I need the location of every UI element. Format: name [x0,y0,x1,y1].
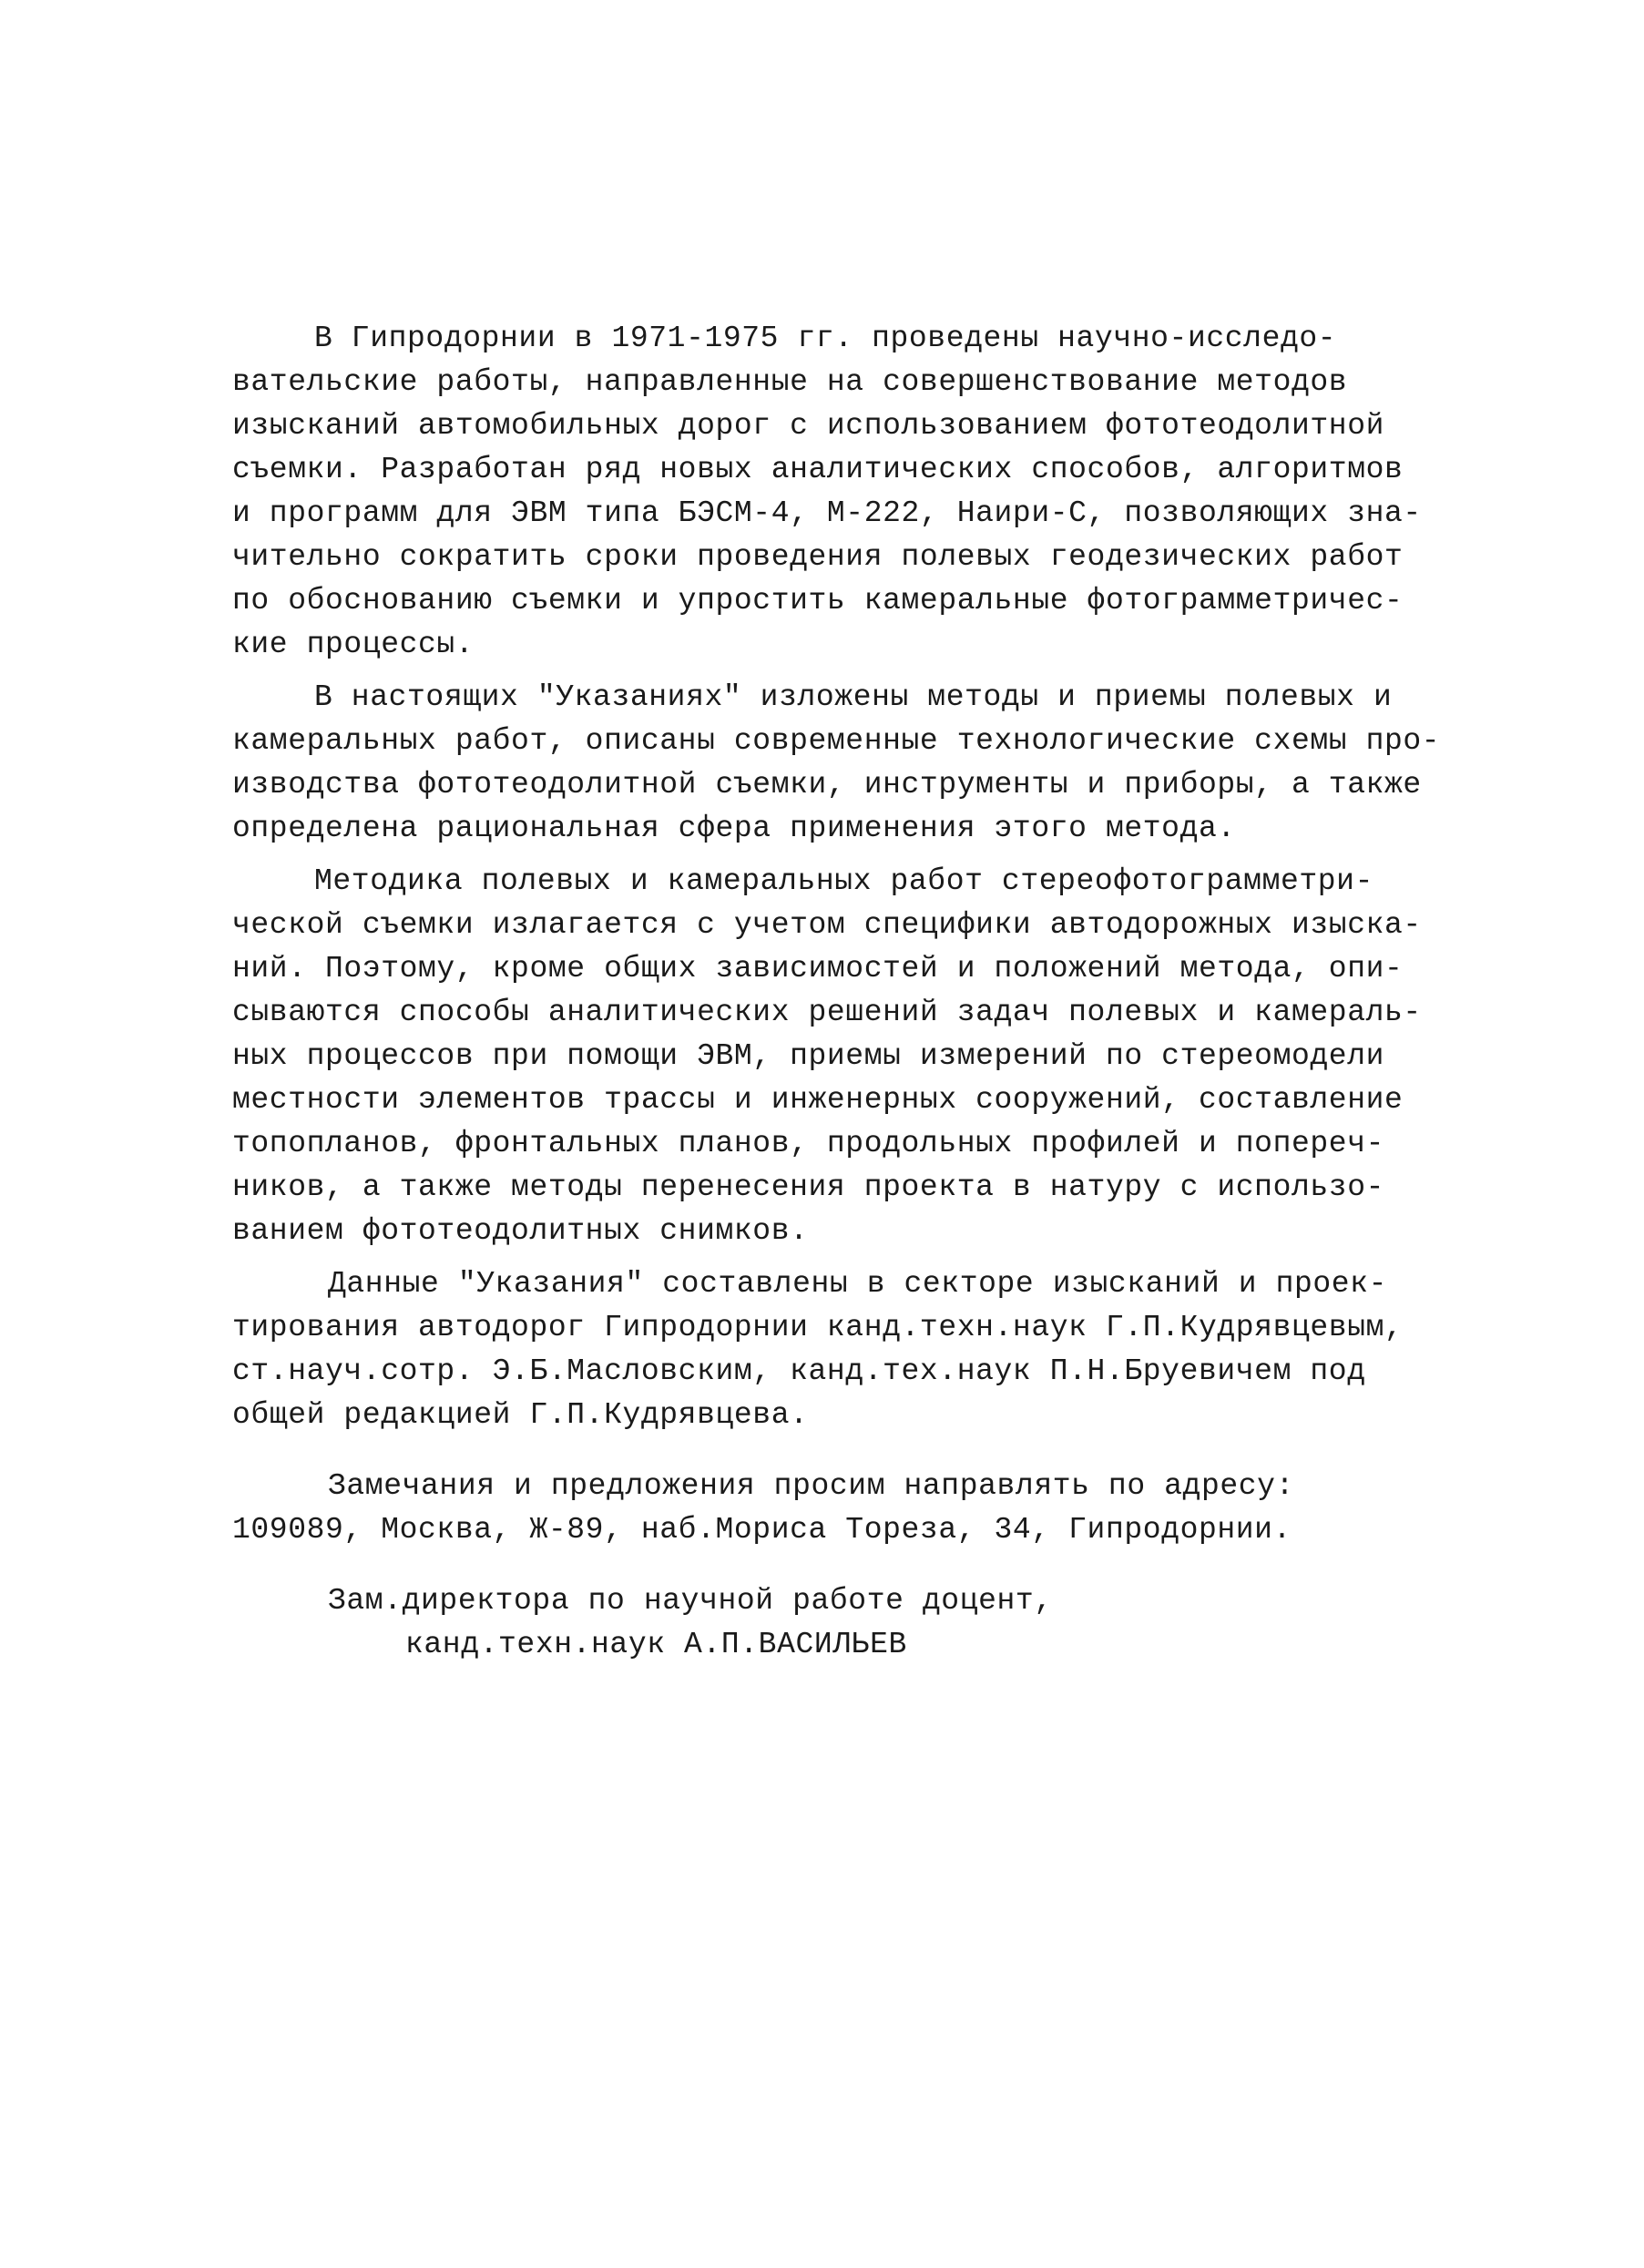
paragraph-1-line-7: по обоснованию съемки и упростить камеральные фотограмметричес- [232,584,1404,618]
paragraph-1-line-8: кие процессы. [232,628,475,661]
signature-line-2: канд.техн.наук А.П.ВАСИЛЬЕВ [405,1628,907,1661]
paragraph-2-line-1: В настоящих "Указаниях" изложены методы и приемы полевых и [314,680,1393,714]
signature-line-1: Зам.директора по научной работе доцент, [328,1584,1053,1618]
paragraph-1-line-6: чительно сократить сроки проведения полевых геодезических работ [232,540,1404,574]
paragraph-2-line-2: камеральных работ, описаны современные технологические схемы про- [232,724,1441,758]
paragraph-4-line-2: тирования автодорог Гипродорнии канд.техн.наук Г.П.Кудрявцевым, [232,1311,1404,1344]
paragraph-1-line-4: съемки. Разработан ряд новых аналитических способов, алгоритмов [232,453,1404,486]
paragraph-5-line-1: Замечания и предложения просим направлять по адресу: [328,1469,1294,1503]
paragraph-4-line-1: Данные "Указания" составлены в секторе изысканий и проек- [328,1267,1387,1301]
paragraph-3-line-3: ний. Поэтому, кроме общих зависимостей и положений метода, опи- [232,952,1404,986]
paragraph-4-line-4: общей редакцией Г.П.Кудрявцева. [232,1398,809,1432]
paragraph-2-line-4: определена рациональная сфера применения этого метода. [232,812,1236,845]
paragraph-2-line-3: изводства фототеодолитной съемки, инструменты и приборы, а также [232,768,1422,802]
paragraph-3-line-6: местности элементов трассы и инженерных сооружений, составление [232,1083,1404,1117]
paragraph-3-line-8: ников, а также методы перенесения проекта в натуру с использо- [232,1170,1384,1204]
paragraph-3-line-5: ных процессов при помощи ЭВМ, приемы измерений по стереомодели [232,1039,1384,1073]
paragraph-1-line-3: изысканий автомобильных дорог с использованием фототеодолитной [232,409,1384,443]
paragraph-3-line-2: ческой съемки излагается с учетом специфики автодорожных изыска- [232,908,1422,942]
paragraph-1-line-2: вательские работы, направленные на совершенствование методов [232,365,1348,399]
paragraph-4-line-3: ст.науч.сотр. Э.Б.Масловским, канд.тех.наук П.Н.Бруевичем под [232,1354,1366,1388]
paragraph-3-line-4: сываются способы аналитических решений задач полевых и камераль- [232,996,1422,1029]
paragraph-3-line-1: Методика полевых и камеральных работ стереофотограмметри- [314,864,1373,898]
paragraph-3-line-9: ванием фототеодолитных снимков. [232,1214,809,1248]
paragraph-3-line-7: топопланов, фронтальных планов, продольных профилей и попереч- [232,1127,1384,1160]
paragraph-1-line-5: и программ для ЭВМ типа БЭСМ-4, М-222, Наири-С, позволяющих зна- [232,496,1422,530]
paragraph-1-line-1: В Гипродорнии в 1971-1975 гг. проведены научно-исследо- [314,322,1337,355]
paragraph-5-line-2: 109089, Москва, Ж-89, наб.Мориса Тореза, 34, Гипродорнии. [232,1513,1292,1547]
